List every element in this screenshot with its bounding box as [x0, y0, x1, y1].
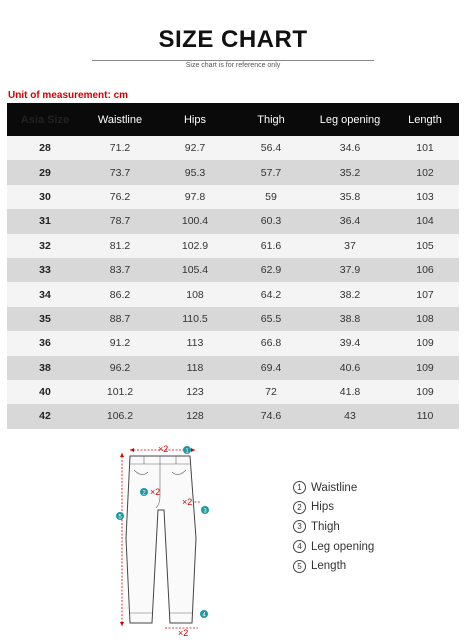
marker-5	[116, 512, 124, 521]
svg-text:1: 1	[185, 448, 189, 455]
table-cell: 41.8	[339, 386, 361, 399]
table-cell: 31	[39, 215, 51, 228]
table-cell: 81.2	[109, 239, 131, 252]
table-cell: 88.7	[109, 312, 131, 325]
table-cell: 106.2	[106, 410, 134, 423]
table-body	[7, 136, 459, 429]
legend-label: Waistline	[311, 481, 358, 494]
header-thigh: Thigh	[257, 113, 285, 126]
legend-item-thigh	[293, 517, 374, 537]
table-cell: 37.9	[339, 264, 361, 277]
table-cell: 72	[265, 386, 277, 399]
svg-text:5: 5	[118, 514, 122, 521]
legend-item-hips	[293, 498, 374, 518]
legend-number: 2	[293, 501, 306, 514]
table-cell: 96.2	[109, 361, 131, 374]
table-row	[7, 356, 459, 380]
table-cell: 59	[265, 190, 277, 203]
table-cell: 102	[416, 166, 434, 179]
table-cell: 106	[416, 264, 434, 277]
table-cell: 39.4	[339, 337, 361, 350]
table-cell: 61.6	[260, 239, 282, 252]
table-cell: 105.4	[181, 264, 209, 277]
table-cell: 83.7	[109, 264, 131, 277]
marker-1	[183, 446, 191, 455]
legend-number: 5	[293, 560, 306, 573]
table-cell: 34	[39, 288, 51, 301]
legend-item-waistline	[293, 478, 374, 498]
table-cell: 97.8	[184, 190, 206, 203]
table-row	[7, 380, 459, 404]
table-cell: 110.5	[182, 312, 208, 325]
table-cell: 113	[186, 337, 204, 350]
table-cell: 78.7	[109, 215, 131, 228]
table-cell: 37	[344, 239, 356, 252]
table-cell: 36.4	[339, 215, 361, 228]
table-cell: 33	[39, 264, 51, 277]
legend-item-leg-opening	[293, 537, 374, 557]
pants-diagram	[100, 438, 220, 638]
table-cell: 56.4	[260, 142, 282, 155]
svg-text:4: 4	[202, 612, 206, 619]
table-cell: 29	[39, 166, 51, 179]
table-cell: 109	[416, 337, 434, 350]
table-row	[7, 282, 459, 306]
header-leg-opening: Leg opening	[319, 113, 381, 126]
table-cell: 40.6	[339, 361, 361, 374]
table-cell: 102.9	[181, 239, 209, 252]
page-title: SIZE CHART	[158, 26, 308, 53]
legend-label: Hips	[311, 501, 335, 514]
table-cell: 128	[186, 410, 204, 423]
table-row	[7, 136, 459, 160]
marker-3	[201, 506, 209, 515]
table-cell: 65.5	[260, 312, 282, 325]
table-cell: 108	[416, 312, 434, 325]
table-cell: 71.2	[109, 142, 131, 155]
table-cell: 101.2	[106, 386, 134, 399]
table-cell: 60.3	[260, 215, 282, 228]
table-cell: 101	[416, 142, 434, 155]
multiplier-label-waist: ×2	[158, 444, 169, 454]
table-cell: 73.7	[109, 166, 131, 179]
table-cell: 34.6	[339, 142, 361, 155]
table-cell: 35	[39, 312, 51, 325]
table-row	[7, 185, 459, 209]
title-divider	[92, 60, 374, 61]
legend-number: 1	[293, 481, 306, 494]
svg-text:2: 2	[142, 490, 146, 497]
table-cell: 108	[186, 288, 204, 301]
header-hips: Hips	[183, 113, 206, 126]
table-cell: 107	[416, 288, 434, 301]
table-cell: 69.4	[260, 361, 282, 374]
legend-item-length	[293, 556, 374, 576]
table-cell: 43	[344, 410, 356, 423]
table-cell: 38.8	[339, 312, 361, 325]
table-cell: 91.2	[109, 337, 131, 350]
page-subtitle: Size chart is for reference only	[185, 62, 281, 69]
table-cell: 35.2	[339, 166, 361, 179]
table-row	[7, 404, 459, 428]
table-cell: 38	[39, 361, 51, 374]
table-cell: 42	[39, 410, 51, 423]
multiplier-label-opening: ×2	[178, 628, 189, 638]
table-cell: 32	[39, 239, 51, 252]
svg-text:3: 3	[203, 508, 207, 515]
header-length: Length	[408, 113, 442, 126]
legend-label: Thigh	[311, 520, 340, 533]
size-table	[7, 103, 459, 429]
table-cell: 74.6	[260, 410, 282, 423]
table-cell: 62.9	[260, 264, 282, 277]
table-cell: 57.7	[260, 166, 282, 179]
table-cell: 100.4	[181, 215, 209, 228]
table-cell: 86.2	[109, 288, 131, 301]
table-cell: 118	[186, 361, 204, 374]
legend-label: Length	[311, 560, 347, 573]
pants-outline	[126, 456, 196, 623]
table-row	[7, 234, 459, 258]
table-cell: 103	[416, 190, 434, 203]
legend-number: 4	[293, 540, 306, 553]
table-cell: 109	[416, 386, 434, 399]
table-cell: 76.2	[109, 190, 131, 203]
table-cell: 66.8	[260, 337, 282, 350]
header-waistline: Waistline	[97, 113, 143, 126]
table-cell: 28	[39, 142, 51, 155]
table-cell: 30	[39, 190, 51, 203]
table-cell: 64.2	[260, 288, 282, 301]
table-row	[7, 258, 459, 282]
table-cell: 110	[416, 410, 434, 423]
table-cell: 104	[416, 215, 434, 228]
table-cell: 123	[186, 386, 204, 399]
header-asia-size: Asia Size	[20, 113, 70, 126]
table-row	[7, 160, 459, 184]
table-cell: 36	[39, 337, 51, 350]
table-cell: 35.8	[339, 190, 361, 203]
legend-label: Leg opening	[311, 540, 375, 553]
table-cell: 92.7	[184, 142, 206, 155]
table-cell: 95.3	[184, 166, 206, 179]
marker-4	[200, 610, 208, 619]
measurement-legend	[293, 478, 374, 576]
table-cell: 105	[416, 239, 434, 252]
table-cell: 40	[39, 386, 51, 399]
unit-label: Unit of measurement: cm	[8, 90, 129, 101]
table-row	[7, 307, 459, 331]
multiplier-label-hips: ×2	[150, 487, 161, 497]
table-header	[7, 103, 459, 136]
legend-number: 3	[293, 520, 306, 533]
multiplier-label-thigh: ×2	[182, 497, 193, 507]
table-cell: 109	[416, 361, 434, 374]
table-row	[7, 331, 459, 355]
table-row	[7, 209, 459, 233]
table-cell: 38.2	[339, 288, 361, 301]
